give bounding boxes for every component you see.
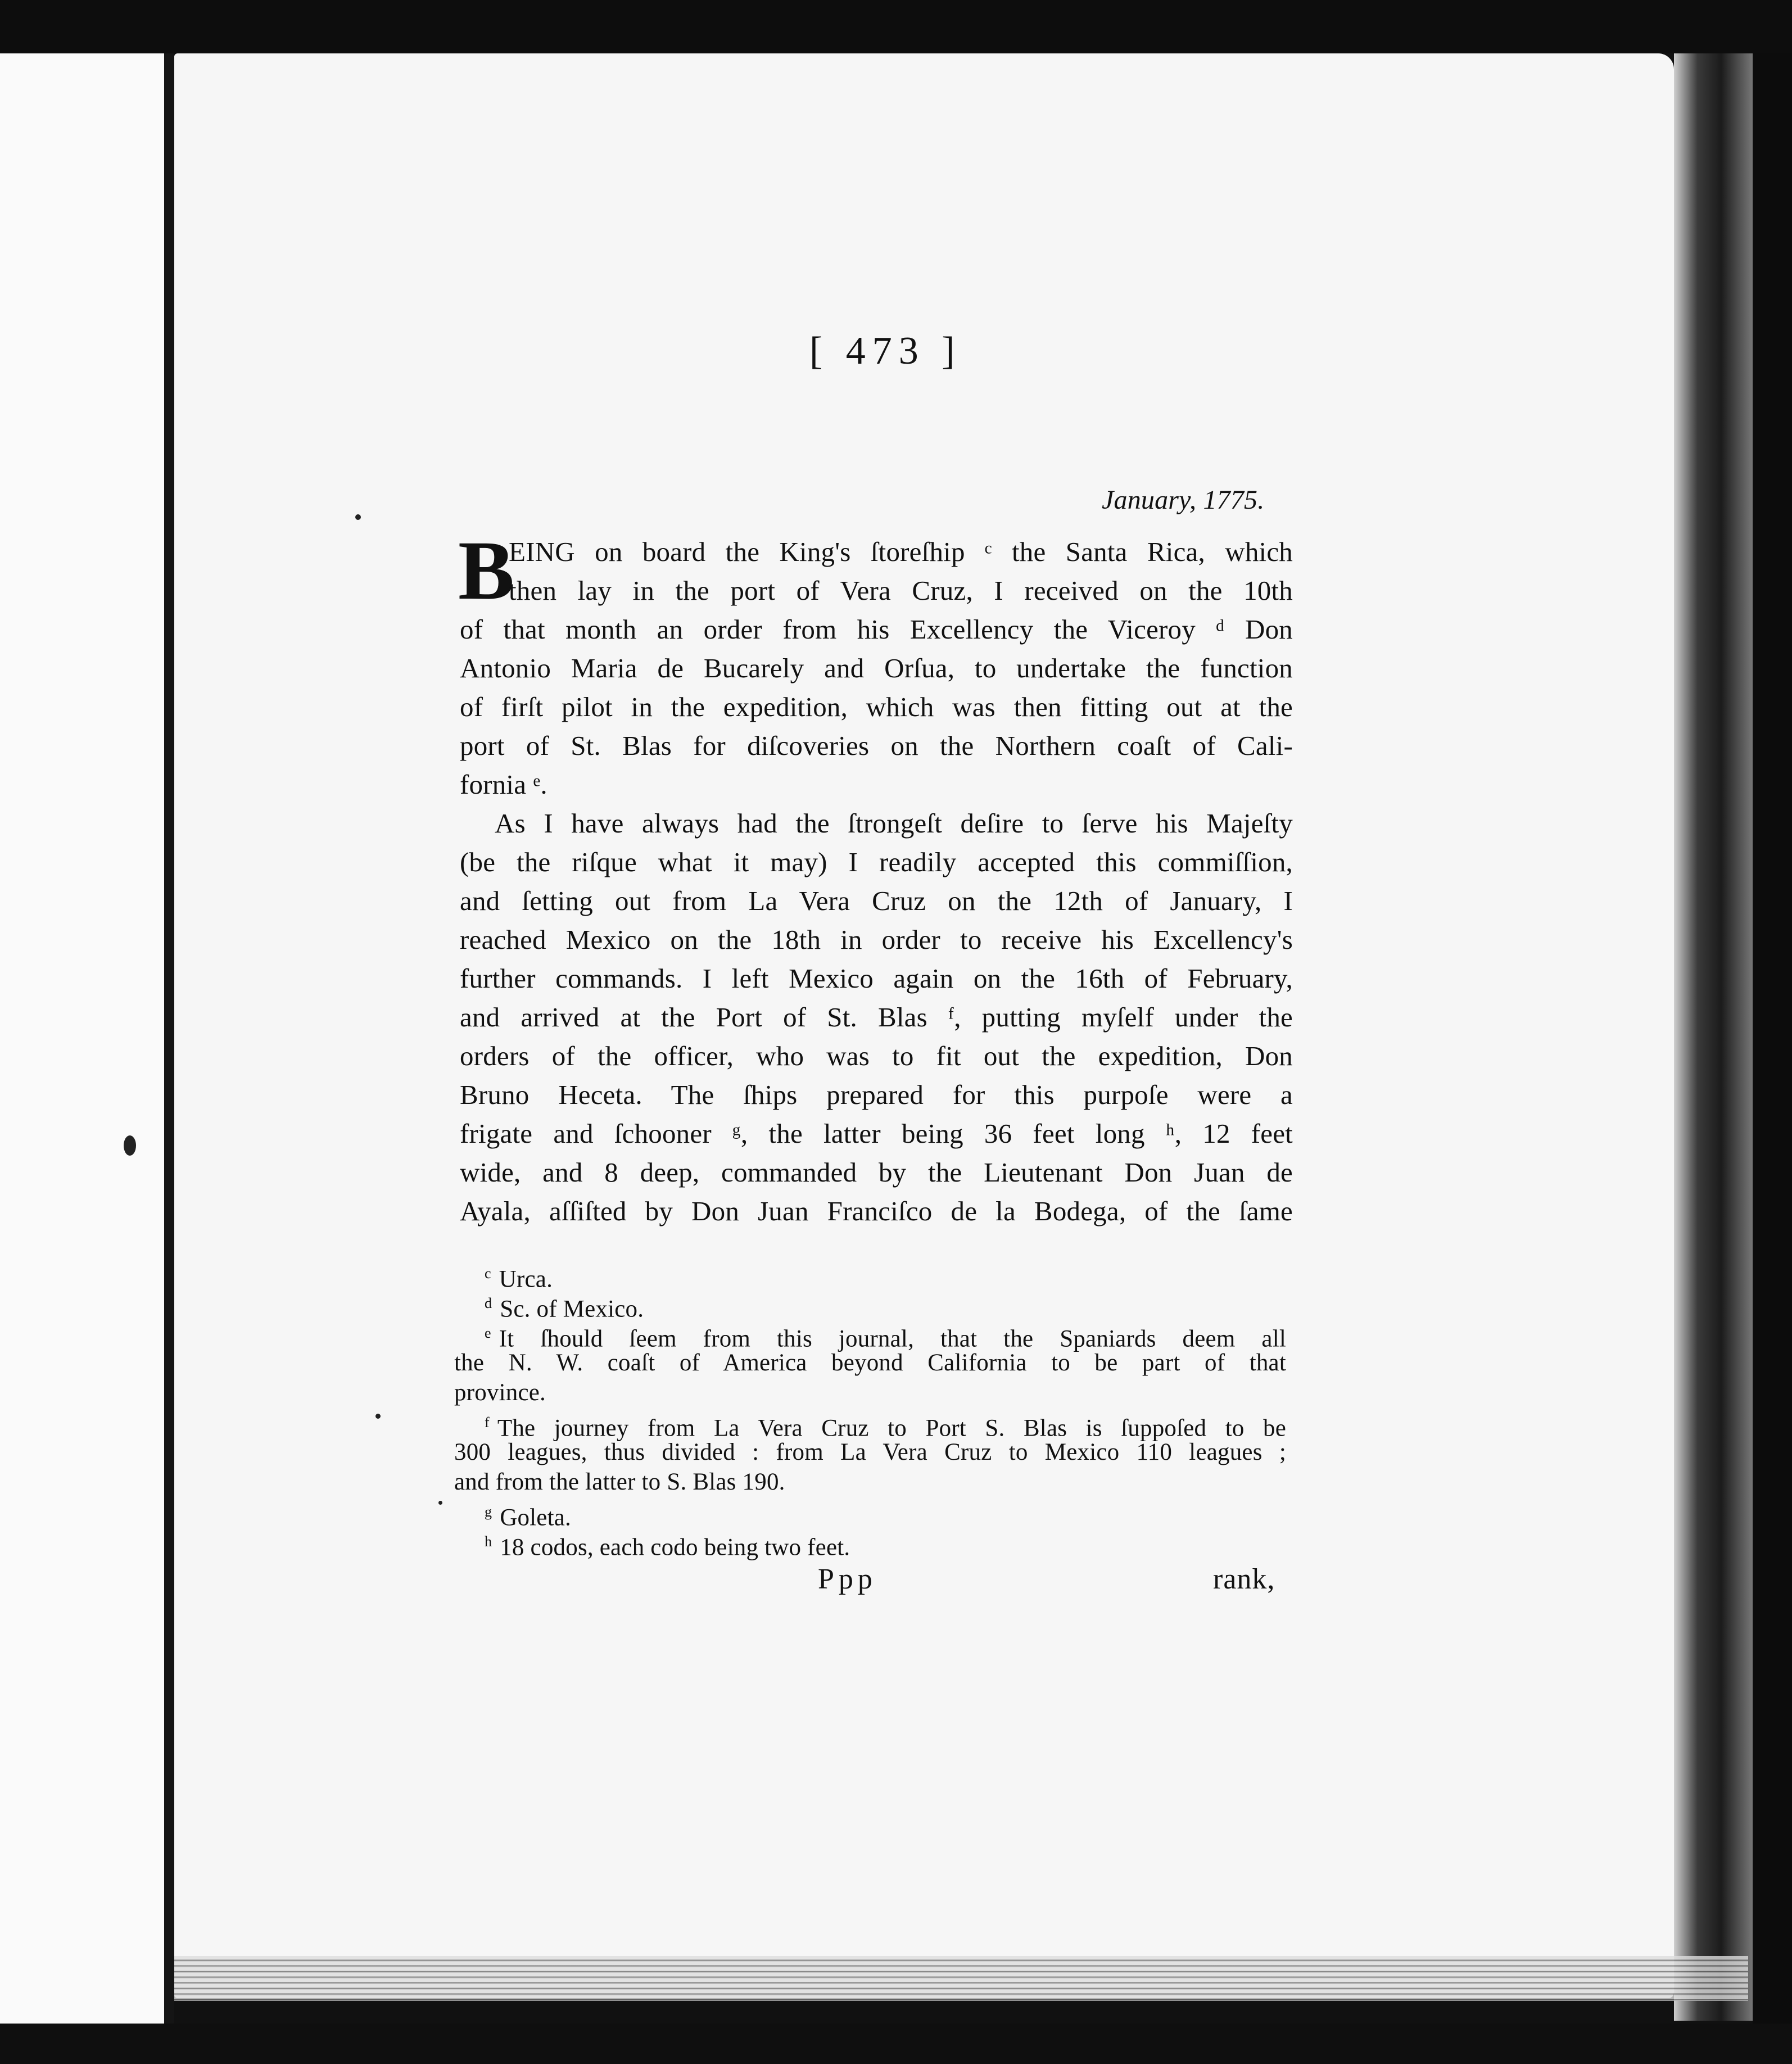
drop-cap: B bbox=[458, 524, 515, 617]
footnote-text: The journey from La Vera Cruz to Port S. Blas is ſuppoſed to be bbox=[497, 1415, 1286, 1442]
scan-border-right bbox=[1753, 53, 1792, 2024]
scan-border-bottom bbox=[0, 2024, 1792, 2064]
signature-mark: Ppp bbox=[818, 1563, 877, 1595]
body-line: port of St. Blas for diſcoveries on the Northern coaſt of Cali- bbox=[460, 730, 1293, 761]
scan-border-top bbox=[0, 0, 1792, 53]
dust-speck bbox=[375, 1414, 381, 1419]
body-line: orders of the officer, who was to fit out the expedition, Don bbox=[460, 1040, 1293, 1071]
body-line: and ſetting out from La Vera Cruz on the 12th of January, I bbox=[460, 885, 1293, 916]
body-line: Antonio Maria de Bucarely and Orſua, to undertake the function bbox=[460, 653, 1293, 684]
body-line: further commands. I left Mexico again on the 16th of February, bbox=[460, 963, 1293, 994]
footnote-text: Urca. bbox=[499, 1266, 553, 1293]
body-line: fornia ᵉ. bbox=[460, 769, 547, 800]
body-line: of that month an order from his Excellency the Viceroy ᵈ Don bbox=[460, 614, 1293, 645]
dateline: January, 1775. bbox=[1102, 485, 1265, 515]
catchword: rank, bbox=[1213, 1563, 1275, 1595]
dust-speck bbox=[124, 1135, 136, 1156]
body-line: reached Mexico on the 18th in order to receive his Excellency's bbox=[460, 924, 1293, 955]
footnote bbox=[485, 1526, 1286, 1563]
footnote-continuation: the N. W. coaſt of America beyond California to be part of that bbox=[454, 1350, 1286, 1376]
footnote-mark: d bbox=[485, 1295, 492, 1311]
footnote-mark: f bbox=[485, 1414, 490, 1431]
page-fore-edge bbox=[1674, 53, 1753, 2021]
footnote-mark: e bbox=[485, 1325, 491, 1341]
footnote-continuation: 300 leagues, thus divided : from La Vera Cruz to Mexico 110 leagues ; bbox=[454, 1439, 1286, 1465]
body-line: wide, and 8 deep, commanded by the Lieutenant Don Juan de bbox=[460, 1157, 1293, 1188]
dust-speck bbox=[355, 514, 361, 520]
body-line: and arrived at the Port of St. Blas ᶠ, putting myſelf under the bbox=[460, 1002, 1293, 1033]
footnote-mark: h bbox=[485, 1533, 492, 1550]
body-line: Ayala, aſſiſted by Don Juan Franciſco de la Bodega, of the ſame bbox=[460, 1196, 1293, 1226]
body-line: frigate and ſchooner ᵍ, the latter being 36 feet long ʰ, 12 feet bbox=[460, 1118, 1293, 1149]
footnote-text: Goleta. bbox=[500, 1504, 571, 1531]
footnote-text: 18 codos, each codo being two feet. bbox=[500, 1534, 850, 1561]
body-line: EING on board the King's ſtoreſhip ᶜ the Santa Rica, which bbox=[509, 536, 1293, 567]
page-number: [ 473 ] bbox=[809, 329, 962, 373]
binding-gutter bbox=[164, 53, 174, 2064]
dust-speck bbox=[438, 1501, 442, 1505]
page-bottom-edge bbox=[174, 1956, 1748, 2001]
footnote-mark: g bbox=[485, 1504, 492, 1520]
body-line: of firſt pilot in the expedition, which was then fitting out at the bbox=[460, 691, 1293, 722]
body-line: then lay in the port of Vera Cruz, I received on the 10th bbox=[509, 575, 1293, 606]
body-line: As I have always had the ſtrongeſt deſire to ſerve his Majeſty bbox=[495, 808, 1293, 839]
footnote-continuation: province. bbox=[454, 1379, 546, 1406]
body-line: (be the riſque what it may) I readily accepted this commiſſion, bbox=[460, 847, 1293, 877]
footnote-text: Sc. of Mexico. bbox=[500, 1296, 644, 1323]
footnote-text: It ſhould ſeem from this journal, that the Spaniards deem all bbox=[499, 1325, 1286, 1352]
footnote-mark: c bbox=[485, 1265, 491, 1282]
body-line: Bruno Heceta. The ſhips prepared for this purpoſe were a bbox=[460, 1079, 1293, 1110]
facing-page-margin bbox=[0, 53, 169, 2064]
footnote-continuation: and from the latter to S. Blas 190. bbox=[454, 1469, 785, 1495]
